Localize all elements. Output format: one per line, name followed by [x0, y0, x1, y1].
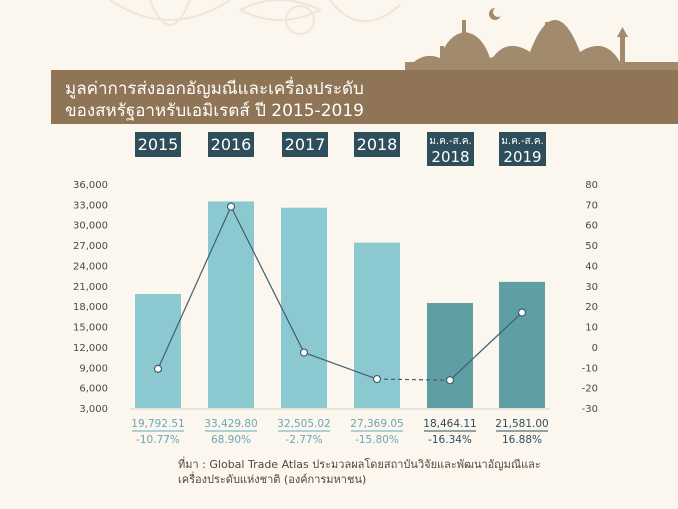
growth-point — [301, 349, 308, 356]
year-tab-label: 2017 — [284, 135, 326, 154]
bar — [427, 303, 473, 408]
growth-rate-label: 16.88% — [501, 434, 543, 446]
growth-rate-label: -16.34% — [428, 434, 472, 446]
left-axis-tick-label: 36,000 — [73, 180, 108, 191]
right-axis-tick-label: 80 — [585, 180, 598, 191]
title-line-1: มูลค่าการส่งออกอัญมณีและเครื่องประดับ — [65, 79, 364, 99]
year-tab-label: 2018 — [356, 135, 398, 154]
year-tab-year: 2018 — [431, 148, 470, 166]
right-axis-tick-label: -10 — [581, 363, 598, 375]
year-tab-period: ม.ค.-ส.ค. — [501, 136, 544, 147]
right-axis-tick-label: -30 — [581, 404, 598, 415]
left-axis-tick-label: 3,000 — [79, 404, 108, 415]
left-axis-tick-label: 21,000 — [73, 281, 108, 293]
bar — [354, 243, 400, 408]
left-axis-tick-label: 9,000 — [79, 363, 108, 375]
left-axis-tick-label: 18,000 — [73, 302, 108, 314]
growth-rate-label: -15.80% — [355, 434, 399, 446]
bar-value-label: 33,429.80 — [204, 418, 258, 430]
left-axis-tick-label: 15,000 — [73, 322, 108, 334]
growth-rate-label: 68.90% — [210, 434, 252, 446]
right-axis-tick-label: 0 — [591, 342, 598, 354]
right-axis-tick-label: 10 — [585, 322, 598, 334]
source-line-2: เครื่องประดับแห่งชาติ (องค์การมหาชน) — [178, 473, 367, 486]
left-axis-tick-label: 24,000 — [73, 261, 108, 273]
growth-point — [374, 376, 381, 383]
year-tab-label: 2016 — [210, 135, 252, 154]
growth-rate-label: -10.77% — [136, 434, 180, 446]
bar — [281, 208, 327, 408]
year-tab-year: 2019 — [503, 148, 542, 166]
growth-rate-label: -2.77% — [285, 434, 323, 446]
right-axis-tick-label: -20 — [581, 383, 598, 395]
right-axis-tick-label: 60 — [585, 220, 598, 232]
year-tab-period: ม.ค.-ส.ค. — [429, 136, 472, 147]
bar-value-label: 18,464.11 — [423, 418, 477, 430]
bar — [208, 201, 254, 408]
right-axis-tick-label: 70 — [585, 200, 598, 212]
year-tab-label: 2015 — [137, 135, 179, 154]
bar-value-label: 21,581.00 — [495, 418, 549, 430]
left-axis-tick-label: 30,000 — [73, 220, 108, 232]
source-note — [178, 457, 541, 487]
title-line-2: ของสหรัฐอาหรับเอมิเรตส์ ปี 2015-2019 — [65, 101, 364, 121]
right-axis-tick-label: 20 — [585, 302, 598, 314]
right-axis-tick-label: 30 — [585, 281, 598, 293]
right-axis-tick-label: 50 — [585, 241, 598, 253]
bar-value-label: 27,369.05 — [350, 418, 404, 430]
left-axis-tick-label: 27,000 — [73, 241, 108, 253]
growth-point — [228, 203, 235, 210]
left-axis-tick-label: 33,000 — [73, 200, 108, 212]
bar — [135, 294, 181, 408]
left-axis-tick-label: 12,000 — [73, 342, 108, 354]
bar — [499, 282, 545, 408]
bar-value-label: 32,505.02 — [277, 418, 331, 430]
source-line-1: ที่มา : Global Trade Atlas ประมวลผลโดยสถาบันวิจัยและพัฒนาอัญมณีและ — [178, 458, 541, 471]
bar-value-label: 19,792.51 — [131, 418, 185, 430]
growth-point — [155, 365, 162, 372]
growth-point — [447, 377, 454, 384]
right-axis-tick-label: 40 — [585, 261, 598, 273]
growth-point — [519, 309, 526, 316]
left-axis-tick-label: 6,000 — [79, 383, 108, 395]
